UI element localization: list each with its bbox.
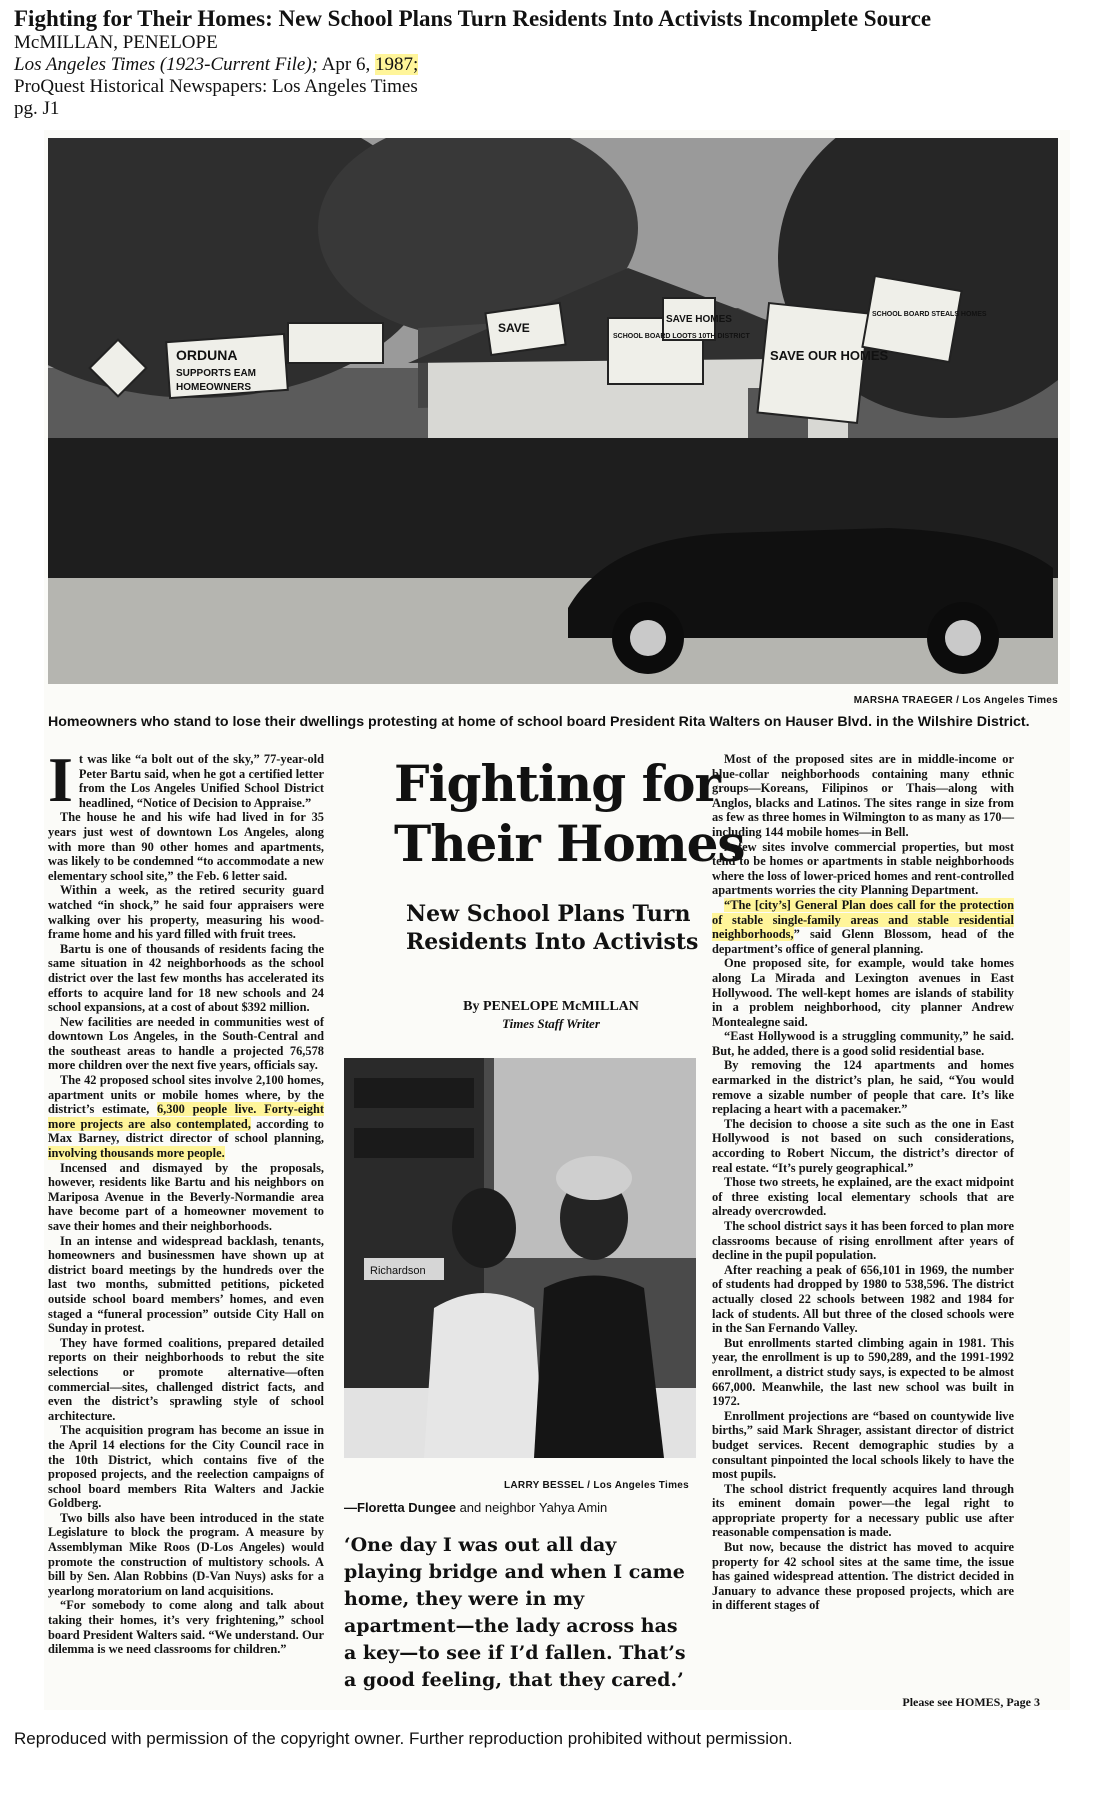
protest-photo bbox=[48, 138, 1058, 684]
highlight: involving thousands more people. bbox=[48, 1146, 225, 1161]
portrait-caption: —Floretta Dungee and neighbor Yahya Amin bbox=[344, 1500, 608, 1515]
column-1 bbox=[48, 744, 325, 1657]
sign-homeowners: HOMEOWNERS bbox=[176, 382, 251, 393]
sign-supports: SUPPORTS EAM bbox=[176, 368, 257, 379]
sign-school-board-loots: SCHOOL BOARD LOOTS 10TH DISTRICT bbox=[613, 333, 750, 340]
source-date: Apr 6, bbox=[317, 54, 375, 75]
paragraph: The school district frequently acquires land through its eminent domain power—the legal right to appropriate property for a necessary public use after reasonable compensation is made. bbox=[712, 1481, 1014, 1540]
paragraph: But enrollments started climbing again in 1981. This year, the enrollment is up to 590,289, and the 1991-1992 enrollment, a district study says, is expected to be almost 667,000. Meanwhile, the last new school was built in 1972. bbox=[712, 1335, 1014, 1409]
sign-save-homes: SAVE HOMES bbox=[666, 314, 732, 325]
paragraph: Two bills also have been introduced in the state Legislature to block the program. A measure by Assemblyman Mike Roos (D-Los Angeles) would promote the construction of multistory schools. A bill by Sen. Alan Robbins (D-Van Nuys) asks for a yearlong moratorium on land acquisitions. bbox=[48, 1510, 324, 1598]
byline: By PENELOPE McMILLAN Times Staff Writer bbox=[463, 999, 639, 1031]
portrait-illustration bbox=[344, 1058, 696, 1458]
highlight: 6,300 people live. Forty-eight more projects are also contemplated, bbox=[48, 1102, 325, 1131]
paragraph: In an intense and widespread backlash, tenants, homeowners and businessmen have shown up at district board meetings by the hundreds over the last two months, submitted petitions, picketed outside school board members’ homes, and even staged a “funeral procession” outside City Hall on Sunday in protest. bbox=[48, 1233, 324, 1336]
drop-cap: I bbox=[48, 744, 73, 815]
paragraph: “For somebody to come along and talk about taking their homes, it’s very frightening,” school board President Walters said. “We understand. Our dilemma is we need classrooms for children.” bbox=[48, 1598, 324, 1657]
paragraph: The acquisition program has become an issue in the April 14 elections for the City Council race in the 10th District, which contains five of the proposed projects, and the reelection campaigns of school board members Rita Walters and Jackie Goldberg. bbox=[48, 1423, 324, 1511]
paragraph: The decision to choose a site such as the one in East Hollywood is not based on such considerations, according to Robert Niccum, the district’s director of real estate. “It’s purely geographical.” bbox=[712, 1116, 1014, 1175]
sign-save-our-homes: SAVE OUR HOMES bbox=[770, 348, 889, 363]
pull-quote: ‘One day I was out all day playing bridge and when I came home, they were in my apartment—the lady across has a key—to see if I’d fallen. That’s a good feeling, that they cared.’ bbox=[344, 1534, 686, 1691]
paragraph: Those two streets, he explained, are the exact midpoint of three existing local elementary schools that are already overcrowded. bbox=[712, 1175, 1014, 1219]
portrait-credit: LARRY BESSEL / Los Angeles Times bbox=[504, 1480, 690, 1491]
paragraph: After reaching a peak of 656,101 in 1969, the number of students had dropped by 1980 to 538,596. The district actually closed 22 schools between 1982 and 1984 for lack of students. All but three of the closed schools were in the San Fernando Valley. bbox=[712, 1262, 1014, 1336]
paragraph: By removing the 124 apartments and homes earmarked in the district’s plan, he said, “You would remove a sizable number of people that care. It’s like replacing a heart with a pacemaker.” bbox=[712, 1058, 1014, 1117]
headline: Fighting for Their Homes bbox=[394, 754, 745, 873]
paragraph: “East Hollywood is a struggling community,” he said. But, he added, there is a good solid residential base. bbox=[712, 1029, 1014, 1058]
sign-save: SAVE bbox=[498, 321, 530, 335]
highlight: “The [city’s] General Plan does call for the protection of stable single-family areas and stable residential neighborhoods, bbox=[712, 897, 1014, 942]
paragraph-highlighted: The 42 proposed school sites involve 2,100 homes, apartment units or mobile homes where, by the district’s estimate, 6,300 people live. Forty-eight more projects are also contemplated, according to Max Barney, district director of school planning, involving thousands more people. bbox=[48, 1073, 325, 1161]
paragraph: Bartu is one of thousands of residents facing the same situation in 42 neighborhoods as the school district over the last few months has accelerated its efforts to acquire land for 18 new schools and 24 school expansions, at a cost of about $392 million. bbox=[48, 941, 324, 1015]
deck: New School Plans Turn Residents Into Activists bbox=[406, 901, 699, 955]
paragraph: Most of the proposed sites are in middle-income or blue-collar neighborhoods containing many ethnic groups—Koreans, Filipinos or Thais—along with Anglos, blacks and Latinos. The sites range in size from as few as three homes in Wilmington to as many as 170—including 144 mobile homes—in Bell. bbox=[712, 752, 1014, 839]
citation-source bbox=[14, 54, 1104, 76]
jump-line: Please see HOMES, Page 3 bbox=[902, 1695, 1040, 1709]
building-sign: Richardson bbox=[370, 1265, 426, 1277]
paragraph: The school district says it has been forced to plan more classrooms because of rising enrollment after years of decline in the pupil population. bbox=[712, 1219, 1014, 1263]
citation-header bbox=[14, 6, 1104, 120]
paragraph: But now, because the district has moved to acquire property for 42 school sites at the same time, the issue has gained widespread attention. The district decided in January to advance these proposed projects, which are in different stages of bbox=[712, 1540, 1014, 1613]
citation-author: McMILLAN, PENELOPE bbox=[14, 32, 218, 53]
paragraph: They have formed coalitions, prepared detailed reports on their neighborhoods to rebut the site selections or promote alternative—often commercial—sites, challenged district facts, and even the district’s sprawling style of school architecture. bbox=[48, 1335, 324, 1423]
citation-database: ProQuest Historical Newspapers: Los Angeles Times bbox=[14, 76, 418, 97]
source-name: Los Angeles Times (1923-Current File); bbox=[14, 54, 318, 75]
paragraph: Incensed and dismayed by the proposals, however, residents like Bartu and his neighbors on Mariposa Avenue in the Beverly-Normandie area have become part of a homeowner movement to save their homes and their neighborhoods. bbox=[48, 1160, 324, 1233]
protest-photo-illustration bbox=[48, 138, 1058, 684]
copyright-footer: Reproduced with permission of the copyright owner. Further reproduction prohibited without permission. bbox=[14, 1729, 793, 1748]
citation-title: Fighting for Their Homes: New School Plans Turn Residents Into Activists Incomplete Source bbox=[14, 6, 932, 31]
paragraph: The house he and his wife had lived in for 35 years just west of downtown Los Angeles, along with more than 90 other homes and apartments, was likely to be condemned “to accommodate a new elementary school site,” the Feb. 6 letter said. bbox=[48, 810, 324, 883]
paragraph: A few sites involve commercial properties, but most tend to be homes or apartments in stable neighborhoods where the loss of lower-priced homes and rent-controlled apartments worries the city Planning Department. bbox=[712, 839, 1014, 898]
newspaper-clipping bbox=[44, 130, 1070, 1710]
photo-credit: MARSHA TRAEGER / Los Angeles Times bbox=[853, 695, 1058, 706]
column-3 bbox=[712, 752, 1014, 1613]
paragraph: Enrollment projections are “based on countywide live births,” said Mark Shrager, assistant director of district budget services. Recent demographic studies by a consultant pinpointed the local schools likely to have the most pupils. bbox=[712, 1408, 1014, 1482]
source-year: 1987; bbox=[374, 54, 419, 75]
sign-orduna: ORDUNA bbox=[176, 347, 238, 363]
lede-paragraph: It was like “a bolt out of the sky,” 77-year-old Peter Bartu said, when he got a certified letter from the Los Angeles Unified School District headlined, “Notice of Decision to Appraise.” bbox=[48, 744, 324, 815]
paragraph-highlighted: “The [city’s] General Plan does call for the protection of stable single-family areas and stable residential neighborhoods,” said Glenn Blossom, head of the department’s office of general planning. bbox=[712, 897, 1014, 956]
paragraph: One proposed site, for example, would take homes along La Mirada and Lexington avenues in East Hollywood. The well-kept homes are islands of stability in a problem neighborhood, city planner Andrew Montealegne said. bbox=[712, 956, 1014, 1029]
paragraph: Within a week, as the retired security guard watched “in shock,” he said four appraisers were walking over his property, measuring his wood-frame home and his yard filled with fruit trees. bbox=[48, 883, 324, 942]
citation-page: pg. J1 bbox=[14, 98, 60, 119]
portrait-photo bbox=[344, 1058, 696, 1458]
photo-caption: Homeowners who stand to lose their dwellings protesting at home of school board President Rita Walters on Hauser Blvd. in the Wilshire District. bbox=[48, 714, 1030, 730]
paragraph: New facilities are needed in communities west of downtown Los Angeles, in the South-Central and the southeast areas to handle a projected 76,578 more children over the next five years, officials say. bbox=[48, 1014, 324, 1073]
sign-school-board-steals: SCHOOL BOARD STEALS HOMES bbox=[872, 311, 987, 318]
